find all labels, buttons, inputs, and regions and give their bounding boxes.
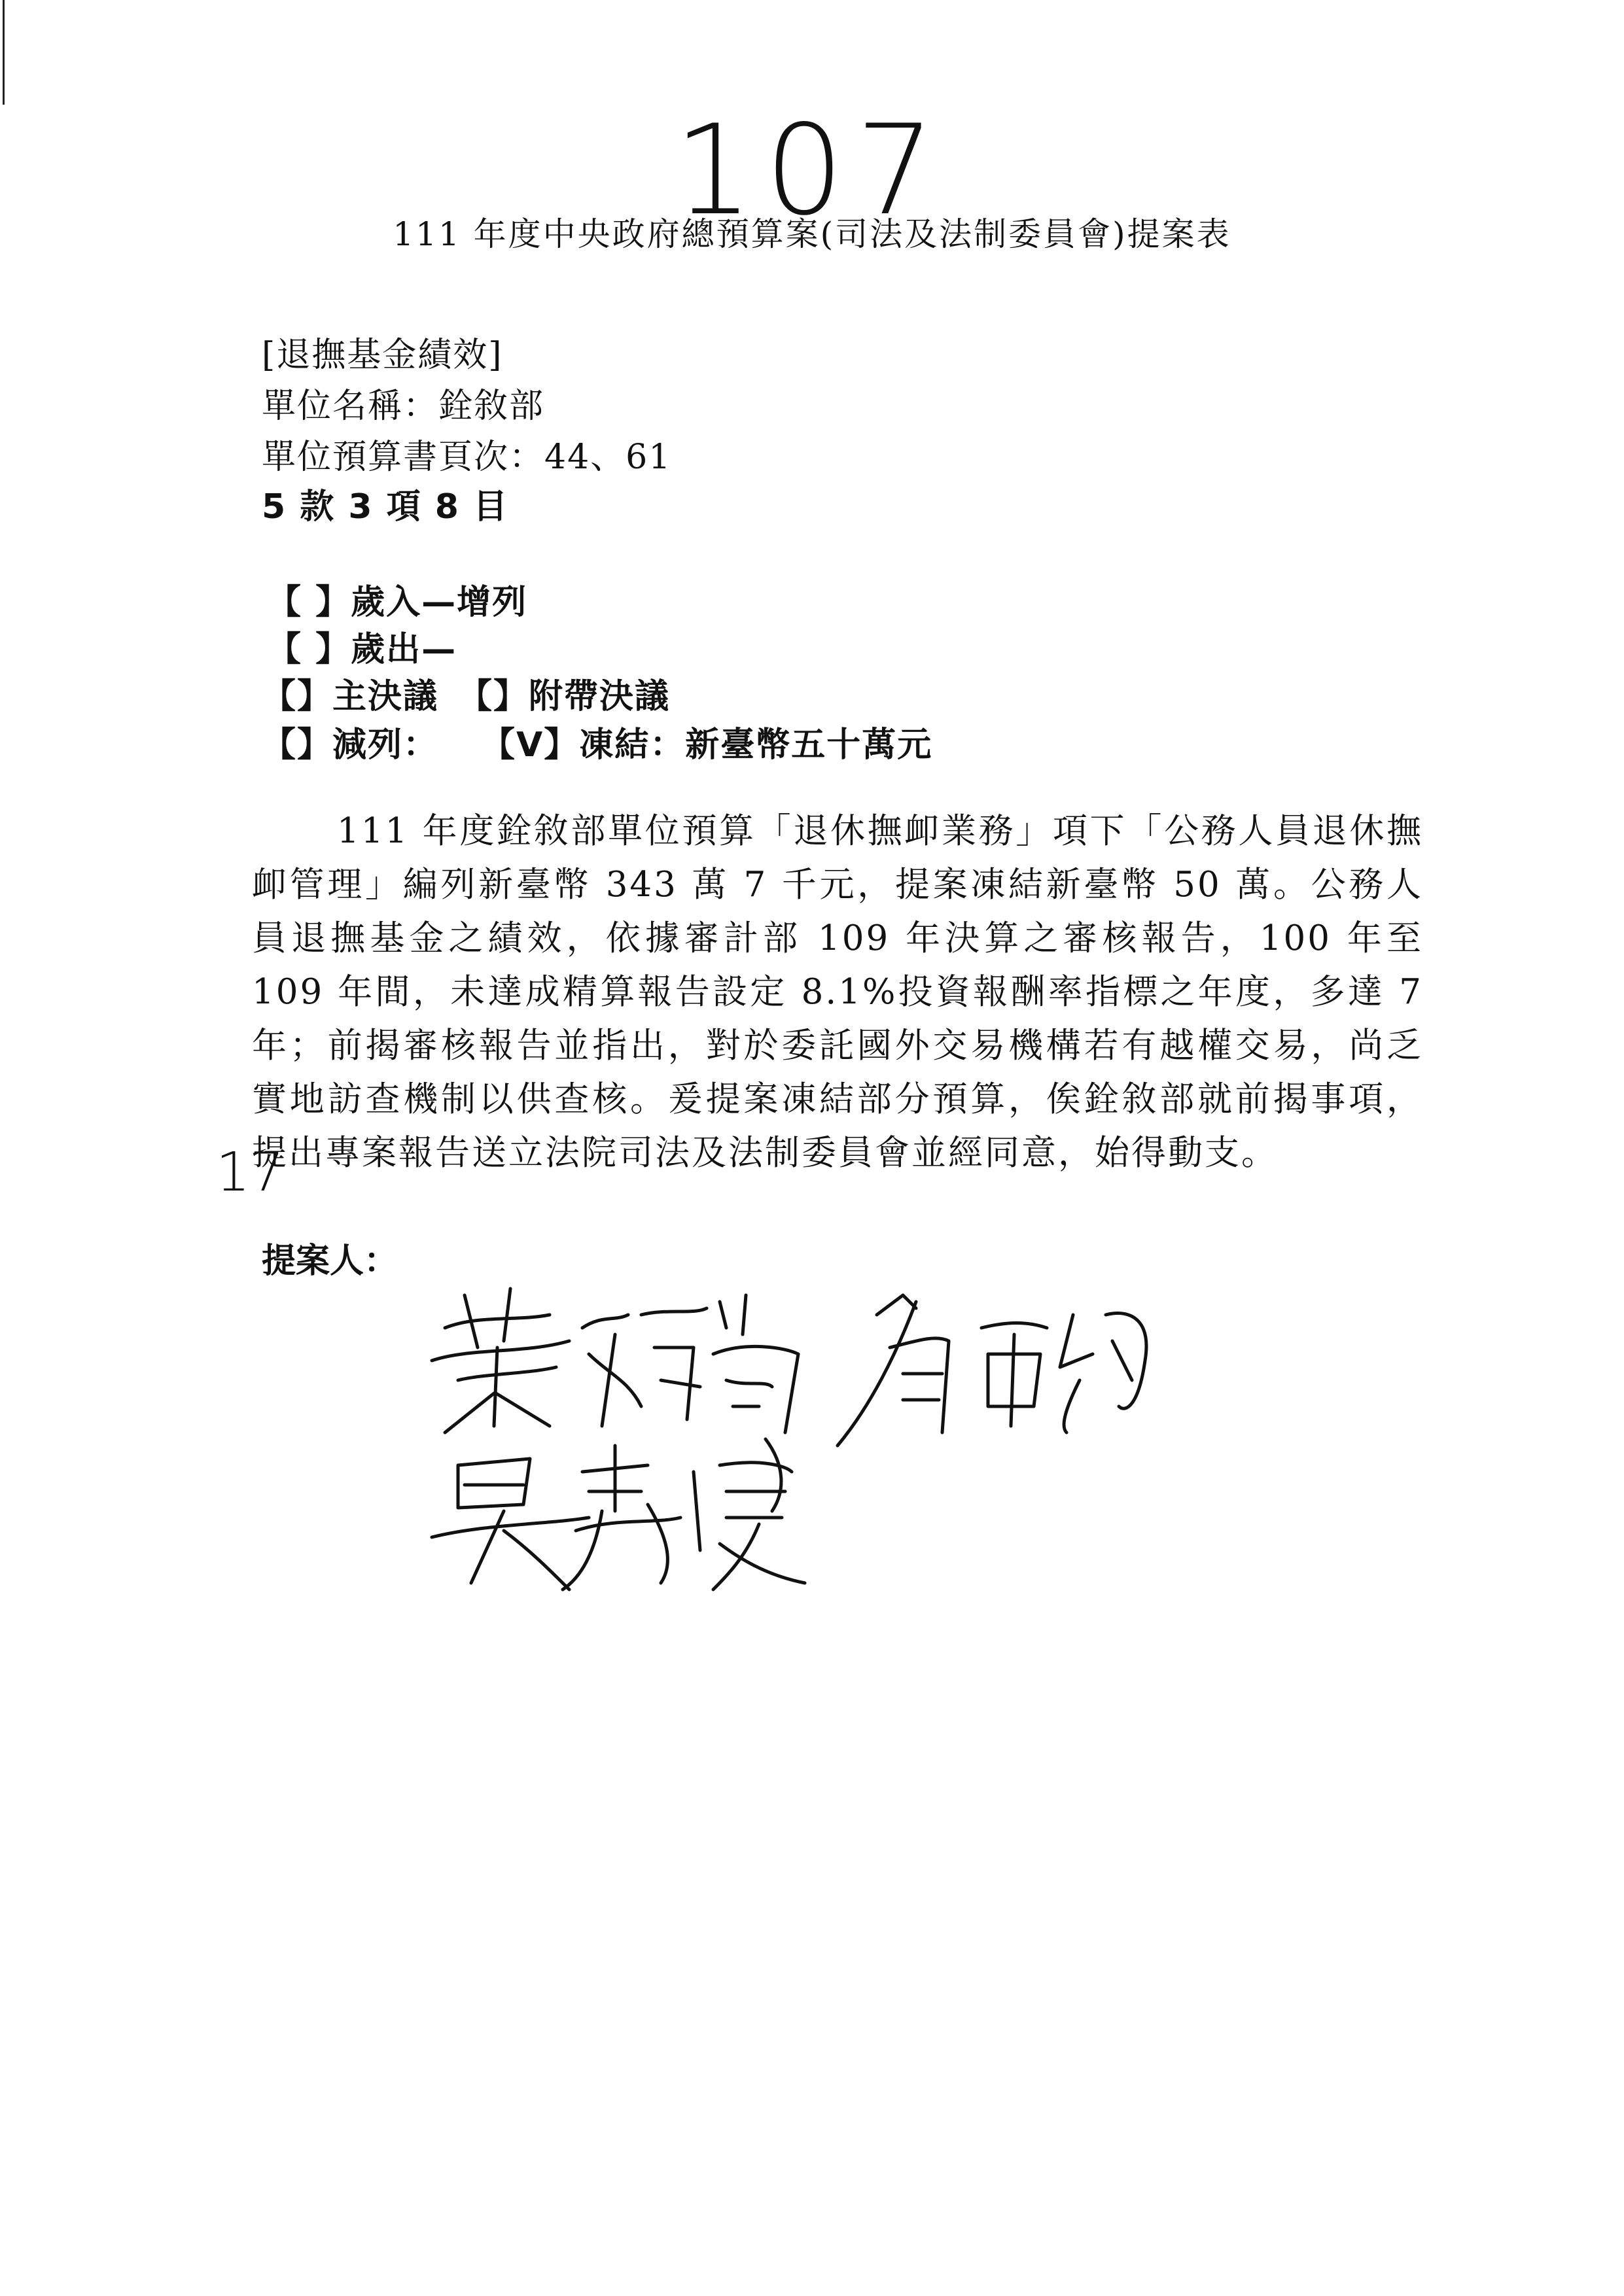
handwritten-signatures (419, 1276, 1243, 1616)
document-title: 111 年度中央政府總預算案(司法及法制委員會)提案表 (393, 215, 1231, 253)
budget-pages: 單位預算書頁次：44、61 (262, 438, 672, 477)
proposal-body: 111 年度銓敘部單位預算「退休撫卹業務」項下「公務人員退休撫卹管理」編列新臺幣 343 萬 7 千元，提案凍結新臺幣 50 萬。公務人員退撫基金之績效，依據審計部 109 年決算之審核報告，100 年至 109 年間，未達成精算報告設定 8.1%投資報酬率指標之年度，多達 7 年；前揭審核報告並指出，對於委託國外交易機構若有越權交易，尚乏實地訪查機制以供查核。爰提案凍結部分預算，俟銓敘部就前揭事項，提出專案報告送立法院司法及法制委員會並經同意，始得動支。 (252, 811, 1423, 1173)
handwritten-side-number: 17 (216, 1141, 285, 1204)
signature-1 (432, 1289, 798, 1433)
scan-edge-mark (3, 0, 5, 105)
signature-block (419, 1276, 1243, 1616)
category-label: [退撫基金績效] (262, 336, 503, 375)
option-supplementary-resolution: 【】附帶決議 (458, 677, 671, 716)
option-reduce: 【】減列： (262, 725, 439, 765)
budget-item: 5 款 3 項 8 目 (262, 487, 509, 527)
option-expenditure: 【 】歲出— (267, 630, 457, 669)
signature-2 (838, 1295, 1146, 1446)
option-revenue: 【 】歲入—增列 (267, 583, 528, 622)
signature-3 (432, 1439, 805, 1590)
unit-name: 單位名稱：銓敘部 (262, 387, 545, 426)
option-freeze: 【V】凍結：新臺幣五十萬元 (481, 725, 933, 765)
handwritten-page-number: 107 (674, 98, 947, 243)
proposer-label: 提案人： (262, 1242, 398, 1281)
option-main-resolution: 【】主決議 (262, 677, 439, 716)
